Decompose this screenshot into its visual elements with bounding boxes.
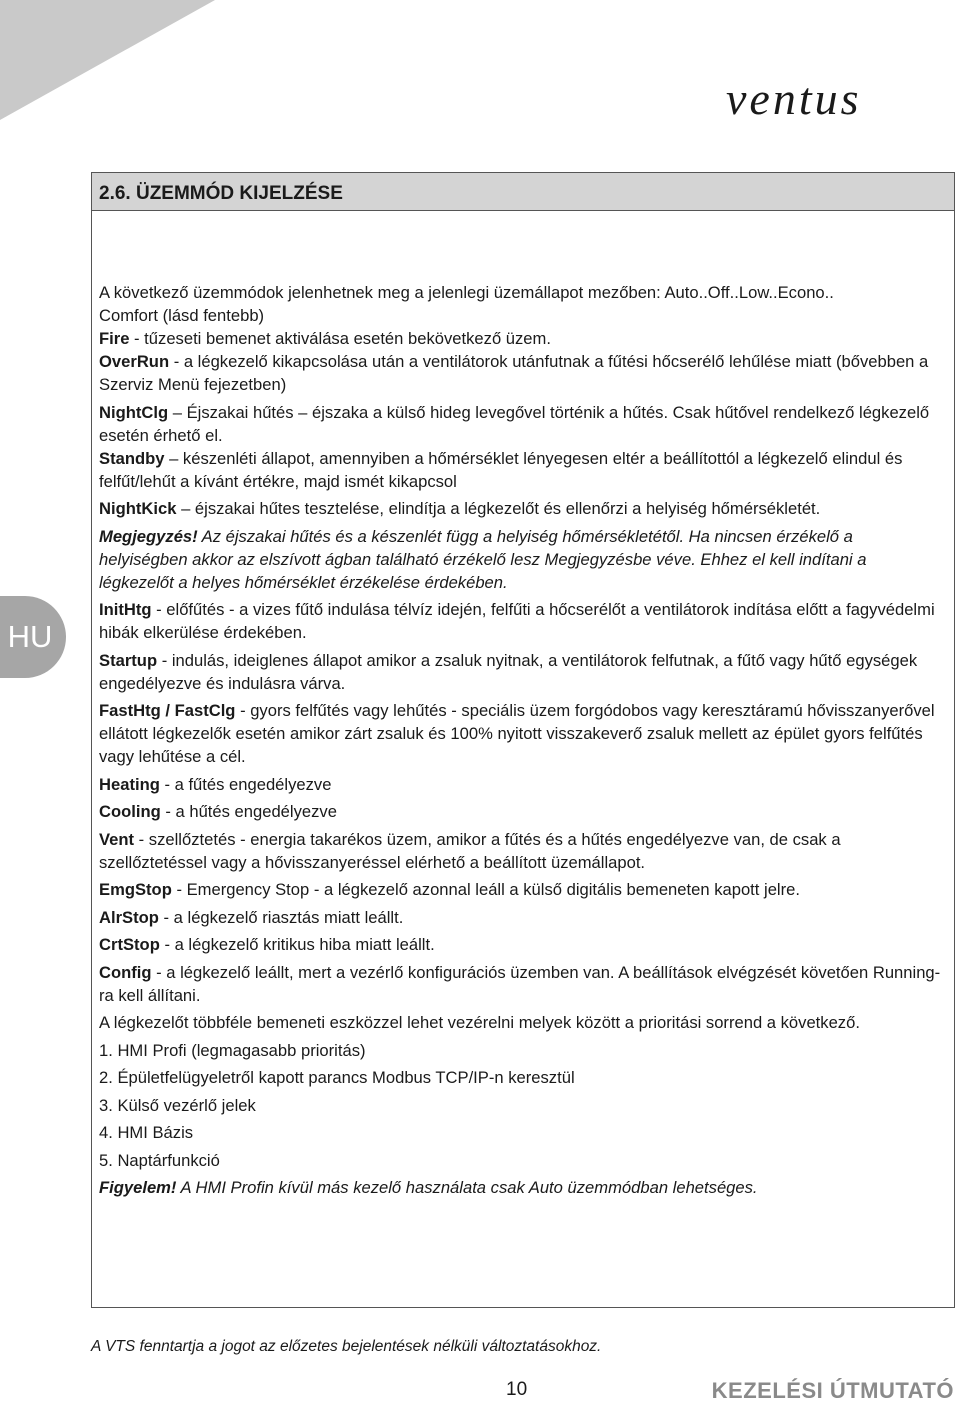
mode-term: NightKick xyxy=(99,499,177,518)
warning-paragraph xyxy=(99,1176,944,1199)
section-title: 2.6. ÜZEMMÓD KIJELZÉSE xyxy=(92,173,954,211)
mode-term: Config xyxy=(99,962,152,982)
mode-startup xyxy=(99,649,944,695)
mode-desc: - Emergency Stop - a légkezelő azonnal leáll a külső digitális bemeneten kapott jelre. xyxy=(171,880,800,899)
section-body xyxy=(99,281,944,1204)
mode-term: NightClg xyxy=(99,402,169,422)
document-title: KEZELÉSI ÚTMUTATÓ xyxy=(711,1378,954,1403)
mode-alrstop xyxy=(99,906,944,929)
mode-desc: - a légkezelő riasztás miatt leállt. xyxy=(158,907,404,927)
mode-desc: - indulás, ideiglenes állapot amikor a zsaluk nyitnak, a ventilátorok felfutnak, a fűtő vagy hűtő egységek engedélyezve és indulásra várva. xyxy=(99,650,918,693)
mode-crtstop xyxy=(99,933,944,956)
mode-term: OverRun xyxy=(99,352,170,371)
mode-nightclg xyxy=(99,401,944,447)
mode-term: AlrStop xyxy=(99,907,159,927)
ventus-logo: ventus xyxy=(726,73,862,124)
mode-term: Heating xyxy=(99,774,160,794)
mode-desc: – éjszakai hűtes tesztelése, elindítja a légkezelőt és ellenőrzi a helyiség hőmérsékletét. xyxy=(176,499,821,518)
mode-cooling xyxy=(99,800,944,823)
mode-standby xyxy=(99,447,944,493)
mode-term: Fire xyxy=(99,329,130,348)
priority-item: 4. HMI Bázis xyxy=(99,1123,194,1142)
note-desc: Az éjszakai hűtés és a készenlét függ a helyiség hőmérsékletétől. Ha nincsen érzékelő a helyiségben akkor az elszívott ágban található érzékelő lesz Megjegyzésbe véve. Ehhez el kell indítani a légkezelőt a helyes hőmérséklet érzékelése érdekében. xyxy=(99,526,867,592)
mode-desc: - a légkezelő leállt, mert a vezérlő konfigurációs üzemben van. A beállítások elvégzését követően Running-ra kell állítani. xyxy=(99,962,941,1005)
mode-desc: - a légkezelő kikapcsolása után a ventilátorok utánfutnak a fűtési hőcserélő lehűlése miatt (bővebben a Szerviz Menü fejezetben) xyxy=(99,352,929,394)
mode-desc: - tűzeseti bemenet aktiválása esetén bekövetkező üzem. xyxy=(129,329,551,348)
mode-desc: – készenléti állapot, amennyiben a hőmérséklet lényegesen eltér a beállítottól a légkezelő elindul és felfűt/lehűt a kívánt értékre, majd ismét kikapcsol xyxy=(99,448,903,491)
mode-heating xyxy=(99,773,944,796)
language-tab xyxy=(0,596,66,678)
mode-desc: - szellőztetés - energia takarékos üzem, amikor a fűtés és a hűtés engedélyezve van, de csak a szellőztetéssel vagy a hővisszanyeréssel elérhető a beállított üzemállapot. xyxy=(99,829,841,872)
mode-term: EmgStop xyxy=(99,880,172,899)
mode-nightkick xyxy=(99,497,944,520)
mode-term: Standby xyxy=(99,448,165,468)
note-paragraph xyxy=(99,525,944,594)
priority-item: 2. Épületfelügyeletről kapott parancs Modbus TCP/IP-n keresztül xyxy=(99,1068,575,1087)
mode-term: Startup xyxy=(99,650,158,670)
warning-term: Figyelem! xyxy=(99,1178,177,1197)
mode-fire xyxy=(99,327,944,350)
mode-config xyxy=(99,961,944,1007)
mode-term: InitHtg xyxy=(99,600,152,619)
mode-emgstop xyxy=(99,878,944,901)
mode-desc: - gyors felfűtés vagy lehűtés - speciális üzem forgódobos vagy keresztáramú hővisszanyerővel ellátott légkezelők esetén amikor zárt zsaluk és 100% nyitott visszakeverő zsaluk mellett az épület gyors felfűtés vagy lehűtése a cél. xyxy=(99,701,935,766)
mode-overrun xyxy=(99,350,944,396)
mode-desc: - a fűtés engedélyezve xyxy=(159,774,332,794)
mode-fasthtg xyxy=(99,699,944,768)
priority-item: 3. Külső vezérlő jelek xyxy=(99,1095,256,1115)
warning-desc: A HMI Profin kívül más kezelő használata csak Auto üzemmódban lehetséges. xyxy=(176,1178,758,1197)
intro-line-2: Comfort (lásd fentebb) xyxy=(99,306,265,325)
priority-intro: A légkezelőt többféle bemeneti eszközzel lehet vezérelni melyek között a prioritási sorrend a következő. xyxy=(99,1013,860,1032)
mode-term: FastHtg / FastClg xyxy=(99,701,236,720)
mode-vent xyxy=(99,828,944,874)
corner-decoration xyxy=(0,0,215,120)
mode-desc: - előfűtés - a vizes fűtő indulása télvíz idején, felfűti a hőcserélőt a ventilátorok indítása előtt a fagyvédelmi hibák elkerülése érdekében. xyxy=(99,600,935,642)
mode-term: Vent xyxy=(99,829,135,849)
mode-desc: - a légkezelő kritikus hiba miatt leállt. xyxy=(159,935,435,954)
priority-item: 5. Naptárfunkció xyxy=(99,1150,220,1170)
footer-disclaimer: A VTS fenntartja a jogot az előzetes bejelentések nélküli változtatásokhoz. xyxy=(91,1338,602,1355)
note-term: Megjegyzés! xyxy=(99,526,198,546)
mode-inithtg xyxy=(99,598,944,644)
language-label: HU xyxy=(7,619,53,654)
mode-term: CrtStop xyxy=(99,935,160,954)
priority-item: 1. HMI Profi (legmagasabb prioritás) xyxy=(99,1040,366,1060)
mode-desc: – Éjszakai hűtés – éjszaka a külső hideg levegővel történik a hűtés. Csak hűtővel rendelkező légkezelő esetén érhető el. xyxy=(99,402,930,445)
content-frame xyxy=(91,172,955,1308)
page-number: 10 xyxy=(506,1379,528,1400)
mode-desc: - a hűtés engedélyezve xyxy=(160,802,337,821)
mode-term: Cooling xyxy=(99,802,161,821)
intro-line-1: A következő üzemmódok jelenhetnek meg a jelenlegi üzemállapot mezőben: Auto..Off..Low..Econo.. xyxy=(99,283,834,302)
